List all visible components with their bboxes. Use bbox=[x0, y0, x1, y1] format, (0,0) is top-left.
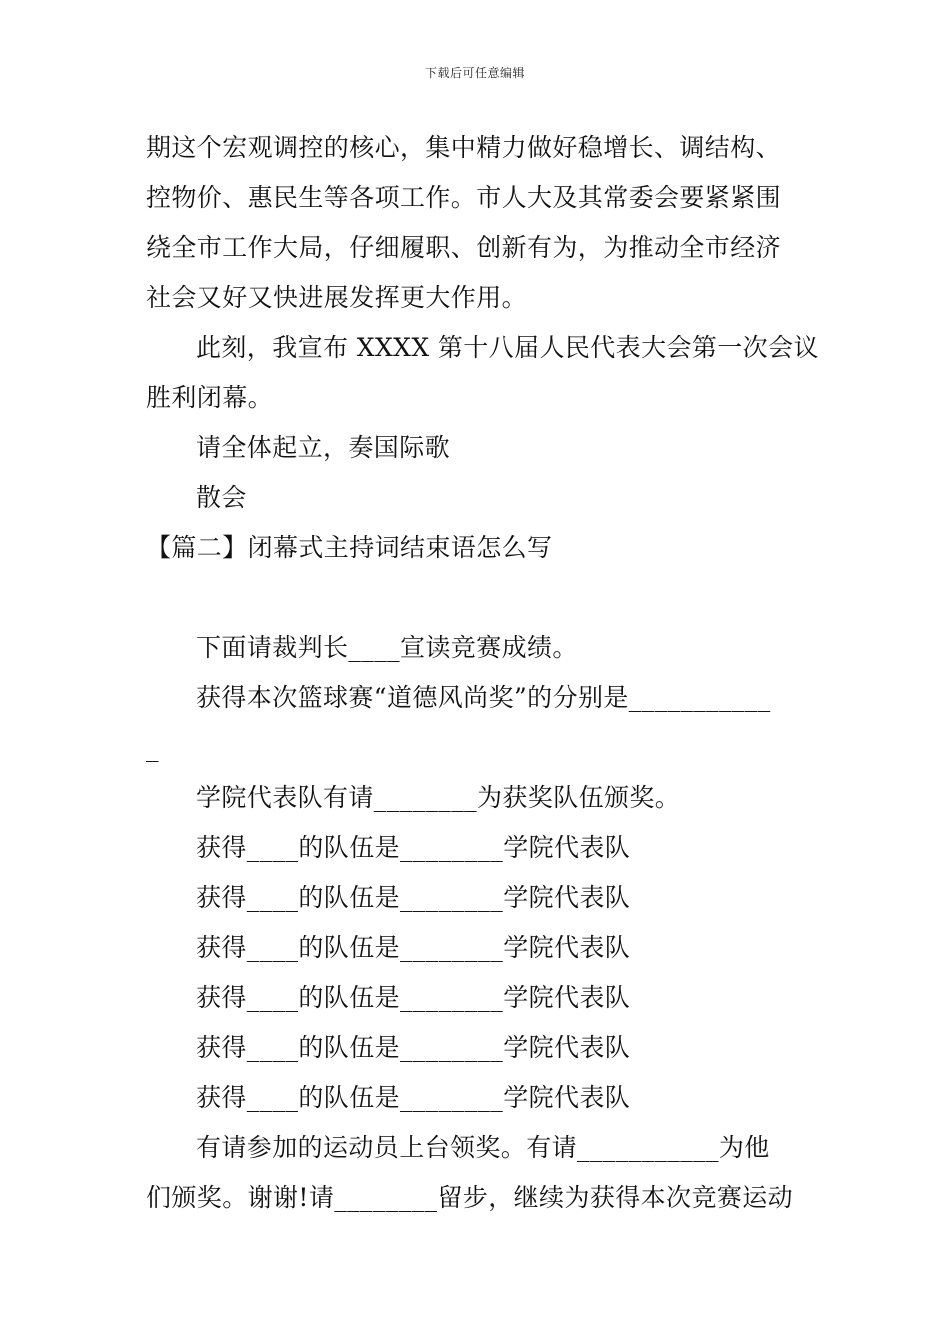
paragraph-line: 此刻，我宣布 XXXX 第十八届人民代表大会第一次会议 bbox=[196, 333, 819, 362]
paragraph-line: 们颁奖。谢谢!请________留步，继续为获得本次竞赛运动 bbox=[146, 1183, 794, 1212]
paragraph-line: _ bbox=[146, 733, 159, 762]
paragraph-line: 请全体起立，奏国际歌 bbox=[196, 433, 451, 462]
award-line: 获得____的队伍是________学院代表队 bbox=[196, 933, 631, 962]
page-header: 下载后可任意编辑 bbox=[424, 66, 525, 80]
paragraph-line: 绕全市工作大局，仔细履职、创新有为，为推动全市经济 bbox=[146, 233, 782, 262]
paragraph-line: 获得本次篮球赛“道德风尚奖”的分别是___________ bbox=[196, 683, 771, 712]
award-line: 获得____的队伍是________学院代表队 bbox=[196, 833, 631, 862]
paragraph-line: 有请参加的运动员上台领奖。有请___________为他 bbox=[196, 1133, 770, 1162]
paragraph-line: 散会 bbox=[196, 483, 247, 512]
paragraph-line: 下面请裁判长____宣读竞赛成绩。 bbox=[196, 633, 578, 662]
paragraph-line: 期这个宏观调控的核心，集中精力做好稳增长、调结构、 bbox=[146, 133, 782, 162]
award-line: 获得____的队伍是________学院代表队 bbox=[196, 1033, 631, 1062]
award-line: 获得____的队伍是________学院代表队 bbox=[196, 1083, 631, 1112]
section-heading: 【篇二】闭幕式主持词结束语怎么写 bbox=[146, 533, 553, 562]
paragraph-line: 控物价、惠民生等各项工作。市人大及其常委会要紧紧围 bbox=[146, 183, 782, 212]
paragraph-line: 胜利闭幕。 bbox=[146, 383, 274, 412]
paragraph-line: 学院代表队有请________为获奖队伍颁奖。 bbox=[196, 783, 681, 812]
paragraph-line: 社会又好又快进展发挥更大作用。 bbox=[146, 283, 528, 312]
award-line: 获得____的队伍是________学院代表队 bbox=[196, 883, 631, 912]
award-line: 获得____的队伍是________学院代表队 bbox=[196, 983, 631, 1012]
